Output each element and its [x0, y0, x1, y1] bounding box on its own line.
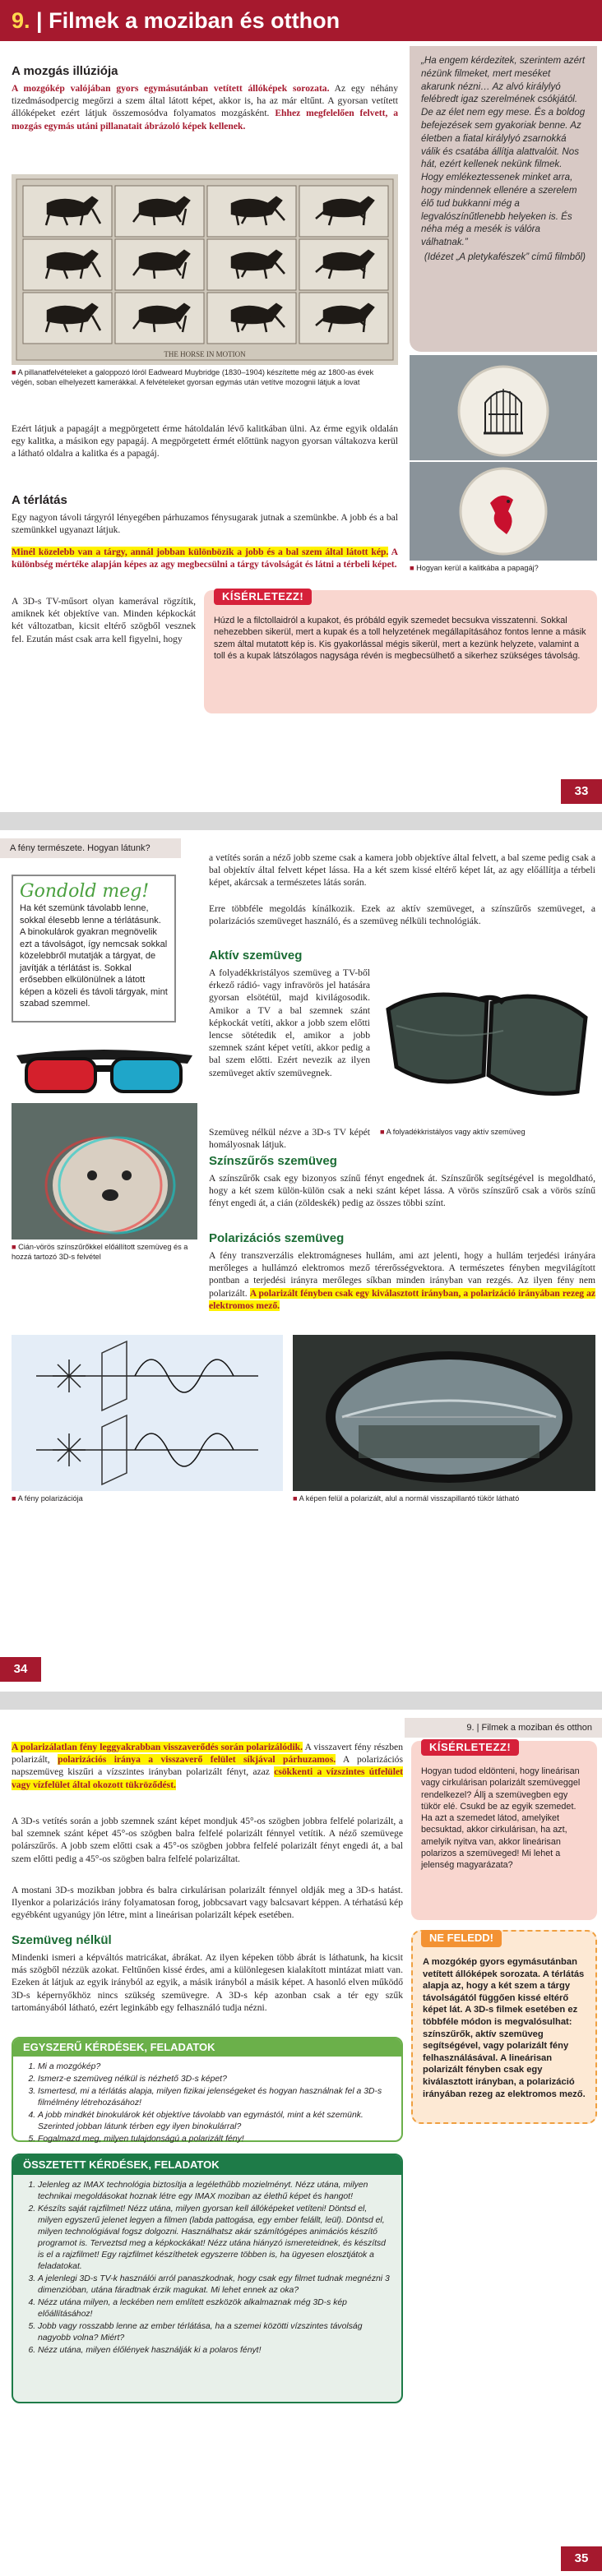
- page-number-34: 34: [0, 1657, 41, 1682]
- experiment-box-2: [411, 1741, 597, 1920]
- polarization-highlight: A polarizált fényben csak egy kiválasztott irányban, a polarizáció irányában rezeg az elektromos mező.: [209, 1287, 595, 1311]
- motion-paragraph: [12, 82, 398, 132]
- simple-questions-tag: EGYSZERŰ KÉRDÉSEK, FELADATOK: [13, 2038, 401, 2057]
- remember-title: Gondold meg!: [20, 881, 150, 902]
- remember-summary-text: A mozgókép gyors egymásutánban vetített állóképek sorozata. A térlátás alapja az, hogy a két szem a tárgy távolságától függően kissé eltérő képet lát. A 3D-s filmek esetében ez többféle módon is megvalósulhat: színszűrők, aktív szemüveg segítségével, vagy polarizált fény felhasználásával. A lineárisan polarizált fényben csak egy kiválasztott irányban, a polarizáció irányában rezeg az elektromos mező.: [423, 1957, 586, 2099]
- active-glasses-paragraph-2: Szemüveg nélkül nézve a 3D-s TV képét homályosnak látjuk.: [209, 1127, 370, 1151]
- reflection-highlight-c: csökkenti a vízszintes útfelület vagy vízfelület által okozott tükröződést.: [12, 1766, 403, 1790]
- section-title-active: Aktív szemüveg: [209, 949, 303, 963]
- active-glasses-caption: ■ A folyadékkristályos vagy aktív szemüveg: [380, 1128, 595, 1138]
- section-title-polarization: Polarizációs szemüveg: [209, 1231, 345, 1245]
- page-number-33: 33: [561, 779, 602, 804]
- film-quote-source: (Idézet „A pletykafészek” című filmből): [424, 251, 586, 262]
- polarization-body: A fény transzverzális elektromágneses hullám, ami azt jelenti, hogy a hullám terjedési irányára merőleges a hullámzó elektromos mező térerősségvektora. A természetes fényben megvilágított pontban a terjedési irányra merőleges síkban minden irányban van rezgés. Az ilyen fény nem polarizált.: [209, 1250, 595, 1299]
- horse-caption: ■ A pillanatfelvételeket a galoppozó lóról Eadweard Muybridge (1830–1904) készítette még az 1800-as évek végén, soban elhelyezett kamerákkal. A felvételeket gyorsan egymás után vetítve mozognii látjuk a lovat: [12, 368, 398, 387]
- page-33: [0, 0, 602, 812]
- remember-text: Ha két szemünk távolabb lenne, sokkal élesebb lenne a térlátásunk. A binokulárok gyakran megnövelik ezt a távolságot, így nemcsak sokkal közelebbről mutatják a tárgyat, de javítják a térlátást is. Sokkal erősebben elkülönülnek a látott képen a közeli és távoli tárgyak, mint szabad szemmel.: [20, 903, 168, 1009]
- thaumatrope-parrot-image: [410, 462, 597, 561]
- 3d-projection-paragraph: A 3D-s vetítés során a jobb szemnek szánt képet mondjuk 45°-os szögben jobbra felfelé polarizált, a bal szemnek szánt képet 45°-os szögben balra felfelé polarizált fénnyel vetítik. A néző szemüvege polárszűrős. A jobb szem előtti csak a 45°-os szögben jobbra felfelé polarizált fényt engedi át, a bal szem előtti pedig a 45°-os szögben balra felfelé polarizáltat.: [12, 1816, 403, 1864]
- 3d-vision-highlight: Minél közelebb van a tárgy, annál jobban különbözik a jobb és a bal szem által látott kép.: [12, 547, 389, 557]
- experiment-tag-2: KÍSÉRLETEZZ!: [421, 1739, 519, 1756]
- 3d-vision-para1: Egy nagyon távoli tárgyról lényegében párhuzamos fénysugarak jutnak a szemünkbe. A jobb és a bal szemünkkel ugyanazt látjuk.: [12, 512, 398, 536]
- experiment-text-1: Húzd le a filctollaidról a kupakot, és próbáld egyik szemedet becsukva visszatenni. Sokkal nehezebben sikerül, mert a kupak és a toll helyzetének megállapításához fontos lenne a másik szem által mutatott kép is. Kis gyakorlással mégis sikerül, mert a kezünk helyzete, valamint a toll és a kupak látszólagos nagysága révén is megbecsülhető a sikerhez szükséges távolság.: [214, 616, 586, 661]
- complex-question: 2. Készíts saját rajzfilmet! Nézz utána, milyen gyorsan kell állóképeket vetíteni! Döntsd el, milyen egyszerű jelenet legyen a filmen (labda pattogása, egy ember felállt, leül). Döntsd el, milyen technológiával fogsz dolgozni. Használhatsz akár számítógépes animációs készítő programot is. Terveztsd meg a képkockákat! Nézz utána hiányzó ismereteidnek, és készítsd is el a rajzfilmet! Egy rajzfilmet készíthetek egyszerre többen is, ha ügyesen elosztjátok a feladatokat.: [38, 2204, 393, 2273]
- simple-question: 3. Ismertesd, mi a térlátás alapja, milyen fizikai jelenségeket és hogyan használnak fel a 3D-s filmélmény létrehozásához!: [38, 2086, 393, 2109]
- methods-paragraph: Erre többféle megoldás kínálkozik. Ezek az aktív szemüveget, a színszűrős szemüveget, a polarizációs szemüveget használó, és a szemüveg nélküli technológiák.: [209, 903, 595, 927]
- section-title-3d-vision: A térlátás: [12, 493, 67, 507]
- 3d-vision-para2: [12, 546, 398, 570]
- horse-frames-graphic: [12, 174, 398, 365]
- page-number-35: 35: [561, 2546, 602, 2571]
- page-gap-2: [0, 1692, 602, 1710]
- 3d-vision-emphasis: A különbség mértéke alapján képes az agy megbecsülni a tárgy távolságát és látni a térbeli képet.: [12, 547, 398, 570]
- simple-question: 1. Mi a mozgókép?: [38, 2061, 393, 2073]
- simple-question: 5. Fogalmazd meg, milyen tulajdonságú a polarizált fény!: [38, 2134, 393, 2145]
- experiment-tag-1: KÍSÉRLETEZZ!: [214, 589, 312, 605]
- remember-box: [12, 875, 176, 1023]
- page-34: [0, 830, 602, 1692]
- film-quote-box: [410, 46, 597, 352]
- simple-questions-box: [12, 2037, 403, 2142]
- simple-questions-list: [38, 2061, 393, 2145]
- filter-paragraph: A színszűrők csak egy bizonyos színű fényt engednek át. Színszűrők segítségével is megoldható, hogy a két szem külön-külön csak a neki szánt képet lássa. A vörös színszűrő csak a vörös színű fényt engedi át, a cián (zöldeskék) pedig az összes többi színt.: [209, 1173, 595, 1209]
- simple-question: 2. Ismerz-e szemüveg nélkül is nézhető 3D-s képet?: [38, 2074, 393, 2085]
- film-quote: „Ha engem kérdezitek, szerintem azért nézünk filmeket, mert meséket akarunk nézni… Az alvó királylyó felébredt igaz szerelmének csókjától. De az élet nem egy mese. És a boldog befejezések sem gyakoriak benne. Az életben a fiatal királylyó zsarnokká válik és csatába állítja alattvalóit. Nos hát, ezért kellenek nekünk filmek. Hogy emlékeztessenek minket arra, hogy mindennek ellenére a szerelem élő tud bukkanni még a legvalószínűtlenebb helyeken is. És néha még a mesék is válóra válhatnak.”: [421, 55, 586, 248]
- polarization-paragraph: [209, 1249, 595, 1312]
- motion-lead: A mozgókép valójában gyors egymásutánban vetített állóképek sorozata.: [12, 83, 330, 94]
- complex-question: 1. Jelenleg az IMAX technológia biztosítja a legélethűbb mozielményt. Nézz utána, milyen technikai megoldásokat hoznak létre egy IMAX moziban az élethű képet és hangot!: [38, 2180, 393, 2203]
- thaumatrope-cage-image: [410, 355, 597, 460]
- motion-body: Az egy néhány tizedmásodpercig megőrzi a szem által látott képet, akkor is, ha az már eltűnt. A gyorsan vetített állóképeket ezért látjuk összemosódva folyamatos mozgásként.: [12, 83, 398, 119]
- parrot-caption: ■ Hogyan kerül a kalitkába a papagáj?: [410, 564, 597, 574]
- complex-question: 6. Nézz utána, milyen élőlények használják ki a polaros fényt!: [38, 2345, 393, 2357]
- experiment-box-1: [204, 590, 597, 713]
- complex-question: 5. Jobb vagy rosszabb lenne az ember térlátása, ha a szemei közötti vízszintes távolság nagyobb volna? Miért?: [38, 2321, 393, 2344]
- section-title-no-glasses: Szemüveg nélkül: [12, 1933, 112, 1947]
- anaglyph-caption: ■ Cián-vörös színszűrőkkel előállított szemüveg és a hozzá tartozó 3D-s felvétel: [12, 1243, 197, 1262]
- complex-question: 4. Nézz utána milyen, a leckében nem említett eszközök alkalmaznak még 3D-s kép előállításához!: [38, 2297, 393, 2320]
- running-head-34: A fény természete. Hogyan látunk?: [0, 838, 181, 858]
- chapter-header: 9. | Filmek a moziban és otthon: [0, 0, 602, 41]
- complex-questions-box: [12, 2154, 403, 2403]
- cinema-paragraph: A mostani 3D-s mozikban jobbra és balra cirkulárisan polarizált fénnyel oldják meg a 3D-s hatást. Ilyenkor a polarizációs irány folyamatosan forog, jobbcsavart vagy balcsavart képpen. A térhatású kép egyébként ugyanúgy jön létre, mint a lineárisan polarizált képek esetében.: [12, 1885, 403, 1921]
- polarization-diagram: [12, 1335, 283, 1491]
- muybridge-horse-image: [12, 174, 398, 365]
- complex-question: 3. A jelenlegi 3D-s TV-k használói arról panaszkodnak, hogy csak egy filmet tudnak megnézni 3 dimenzióban, utána fáradtnak érzik magukat. Mi lehet ennek az oka?: [38, 2274, 393, 2297]
- no-glasses-paragraph: Mindenki ismeri a képváltós matricákat, ábrákat. Az ilyen képeken több ábrát is láthatunk, ha kicsit más szögből nézzük azokat. Feltűnően kissé érdes, ami a különlegesen kialakított mintázat miatt van. Ezeken át látjuk az egyik irányból az egyik, a másik irányból a másik képet. A hasonló elven működő 3D-s képernyőkhöz nincs szükség szemüvegre. A 3D-s kép azonban csak a tér egy szűk tartományából látható, ezért leginkább egy felhasználó tudja nézni.: [12, 1952, 403, 2013]
- reflection-paragraph: [12, 1741, 403, 1791]
- complex-questions-tag: ÖSSZETETT KÉRDÉSEK, FELADATOK: [13, 2155, 401, 2175]
- motion-emphasis: Ehhez megfelelően felvett, a mozgás egymás utáni pillanatait ábrázoló képek kellenek.: [12, 108, 398, 132]
- running-head-35: 9. | Filmek a moziban és otthon: [405, 1718, 602, 1738]
- 3d-tv-paragraph: A 3D-s TV-műsort olyan kamerával rögzítik, amiknek két objektíve van. Minden képkockát két változatban, kicsit eltérő szögből vesznek fel. Ezután mást csak arra kell figyelni, hogy: [12, 596, 196, 644]
- chapter-number: 9.: [12, 8, 30, 33]
- remember-summary-box: [411, 1930, 597, 2124]
- reflection-highlight-b: polarizációs iránya a visszaverő felület síkjával párhuzamos.: [58, 1754, 336, 1766]
- active-glasses-image: [380, 952, 595, 1124]
- reflection-body-b: A visszavert fény részben polarizált,: [12, 1742, 403, 1766]
- reflection-body-c: A polarizációs napszemüveg kiszűri a vízszintes irányban polarizált fényt, azaz: [12, 1754, 403, 1778]
- remember-summary-tag: NE FELEDD!: [421, 1930, 502, 1947]
- anaglyph-dog-image: [12, 1103, 197, 1240]
- polarization-caption: ■ A fény polarizációja: [12, 1494, 283, 1504]
- section-title-motion: A mozgás illúziója: [12, 64, 118, 78]
- page-35: [0, 1710, 602, 2576]
- thaumatrope-paragraph: Ezért látjuk a papagájt a megpörgetett érme hátoldalán lévő kalitkában ülni. Az érme egyik oldalán egy kalitka, a másikon egy papagáj. A megpörgetett érmét előttünk nagyon gyorsan váltakozva kerül a látható oldalra a kalitka és a papagáj.: [12, 423, 398, 459]
- side-mirror-image: [293, 1335, 595, 1491]
- anaglyph-glasses-image: [12, 1031, 197, 1100]
- active-glasses-paragraph: A folyadékkristályos szemüveg a TV-ből érkező rádió- vagy infravörös jel hatására gyorsan elsötétül, majd kivilágosodik. Amikor a TV a bal szemnek szánt képkockát vetíti, akkor a jobb szem előtti lencse sötétedik el, amikor a jobb szemnek szánt képet vetíti, akkor pedig a bal szem előtti. Ezért nevezik az ilyen szemüveget aktív szemüvegnek.: [209, 967, 370, 1078]
- experiment-text-2: Hogyan tudod eldönteni, hogy lineárisan vagy cirkulárisan polarizált szemüveggel rendelkezel? Állj a szemüvegben egy tükör elé. Csukd be az egyik szemedet. Ha azt a szemedet látod, amelyiket becsuktad, akkor cirkulárisan, ha azt, amelyik nyitva van, akkor lineárisan polarizos a szemüveged! Mi lehet a jelenség magyarázata?: [421, 1766, 581, 1871]
- reflection-highlight-a: A polarizálatlan fény leggyakrabban visszaverődés során polarizálódik.: [12, 1742, 303, 1752]
- horse-sheet-title: THE HORSE IN MOTION: [164, 350, 246, 358]
- chapter-title: Filmek a moziban és otthon: [49, 8, 340, 33]
- complex-questions-list: [38, 2180, 393, 2357]
- projection-paragraph: a vetítés során a néző jobb szeme csak a kamera jobb objektíve által felvett, a bal szeme pedig csak a bal objektív által felvett képet lássa. Ha a két szem kissé eltérő képet lát, az agy előállítja a térbeli képet, akárcsak a természetes látás során.: [209, 852, 595, 889]
- mirror-caption: ■ A képen felül a polarizált, alul a normál visszapillantó tükör látható: [293, 1494, 595, 1504]
- page-gap-1: [0, 812, 602, 830]
- simple-question: 4. A jobb mindkét binokulárok két objektíve távolabb van egymástól, mint a két szemünk. Szerinted jobban látunk térben egy ilyen binokulárral?: [38, 2110, 393, 2133]
- section-title-filter: Színszűrős szemüveg: [209, 1154, 337, 1168]
